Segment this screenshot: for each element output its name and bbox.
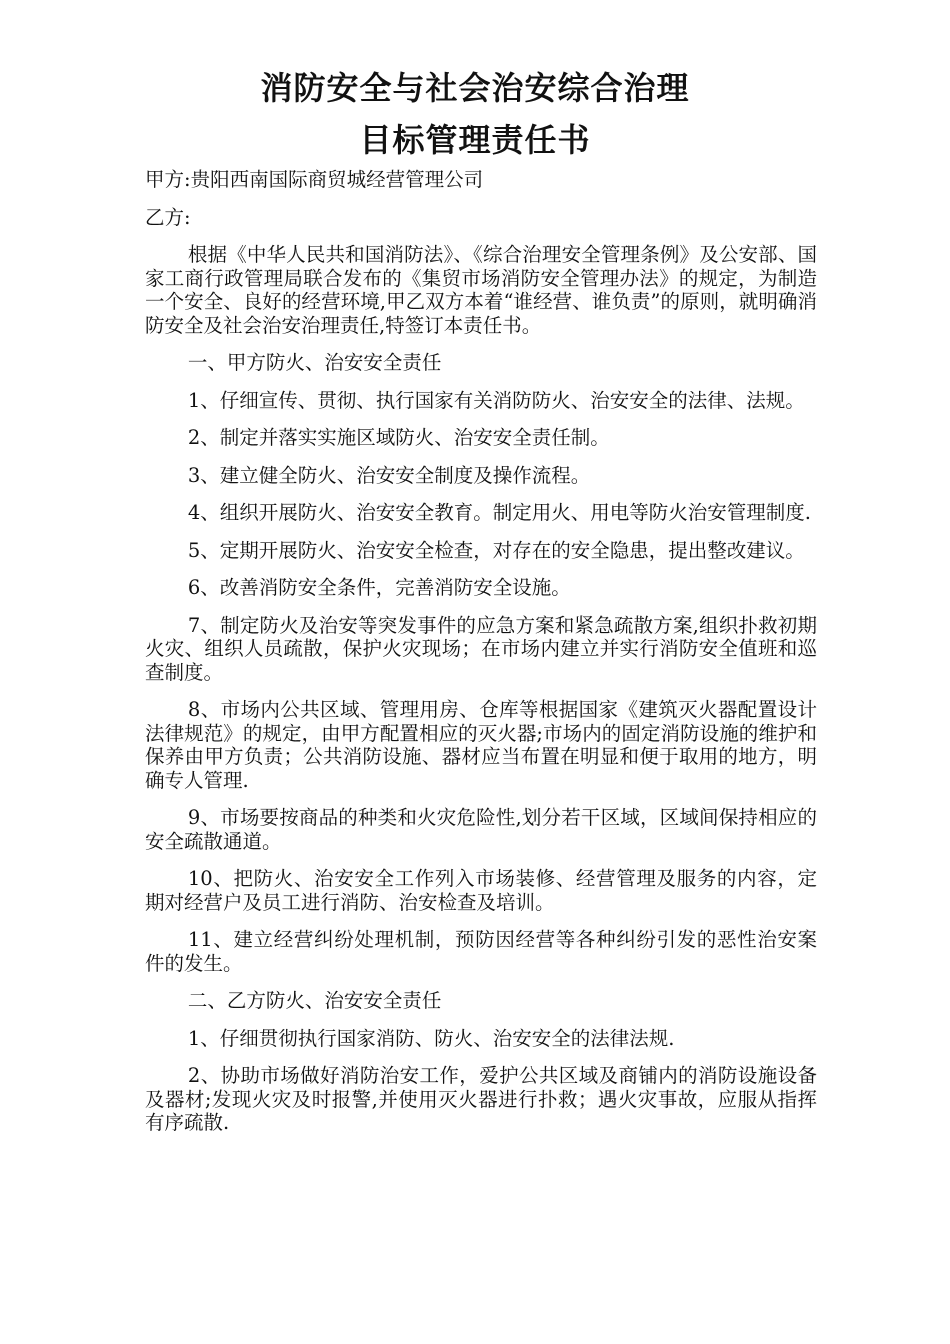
- section-2-item: 1、仔细贯彻执行国家消防、防火、治安安全的法律法规.: [187, 1026, 675, 1050]
- section-1-item: 6、改善消防安全条件，完善消防安全设施。: [187, 576, 571, 599]
- section-1-item: 9、市场要按商品的种类和火灾危险性,划分若干区域，区域间保持相应的安全疏散通道。: [145, 806, 817, 853]
- section-2-item: 2、协助市场做好消防治安工作，爱护公共区域及商铺内的消防设施设备及器材;发现火灾及时报警,并使用灭火器进行扑救；遇火灾事故，应服从指挥有序疏散.: [145, 1064, 817, 1134]
- title-line-1: 消防安全与社会治安综合治理: [260, 69, 690, 107]
- section-1-item: 5、定期开展防火、治安安全检查，对存在的安全隐患，提出整改建议。: [187, 538, 805, 562]
- section-1-item: 3、建立健全防火、治安安全制度及操作流程。: [187, 463, 591, 487]
- section-1-heading: 一、甲方防火、治安安全责任: [187, 351, 442, 374]
- intro-paragraph: 根据《中华人民共和国消防法》、《综合治理安全管理条例》及公安部、国家工商行政管理局联合发布的《集贸市场消防安全管理办法》的规定，为制造一个安全、良好的经营环境,甲乙双方本着“谁经营、谁负责”的原则，就明确消防安全及社会治安治理责任,特签订本责任书。: [145, 243, 817, 337]
- section-1-item: 11、建立经营纠纷处理机制，预防因经营等各种纠纷引发的恶性治安案件的发生。: [145, 928, 817, 975]
- section-1-item: 2、制定并落实实施区域防火、治安安全责任制。: [187, 426, 610, 449]
- title-line-2: 目标管理责任书: [359, 121, 591, 159]
- section-1-item: 1、仔细宣传、贯彻、执行国家有关消防防火、治安安全的法律、法规。: [187, 388, 805, 412]
- section-1-item: 8、市场内公共区域、管理用房、仓库等根据国家《建筑灭火器配置设计法律规范》的规定，由甲方配置相应的灭火器;市场内的固定消防设施的维护和保养由甲方负责；公共消防设施、器材应当布置在明显和便于取用的地方，明确专人管理.: [145, 698, 817, 792]
- section-1-item: 7、制定防火及治安等突发事件的应急方案和紧急疏散方案,组织扑救初期火灾、组织人员疏散，保护火灾现场；在市场内建立并实行消防安全值班和巡查制度。: [145, 613, 817, 684]
- party-a: 甲方:贵阳西南国际商贸城经营管理公司: [145, 168, 484, 191]
- section-2-heading: 二、乙方防火、治安安全责任: [187, 989, 442, 1012]
- section-1-item: 10、把防火、治安安全工作列入市场装修、经营管理及服务的内容，定期对经营户及员工进行消防、治安检查及培训。: [145, 867, 817, 914]
- document-title: [0, 62, 950, 166]
- document-body: [145, 168, 817, 1149]
- section-1-item: 4、组织开展防火、治安安全教育。制定用火、用电等防火治安管理制度.: [187, 501, 811, 524]
- party-b: 乙方:: [145, 205, 191, 229]
